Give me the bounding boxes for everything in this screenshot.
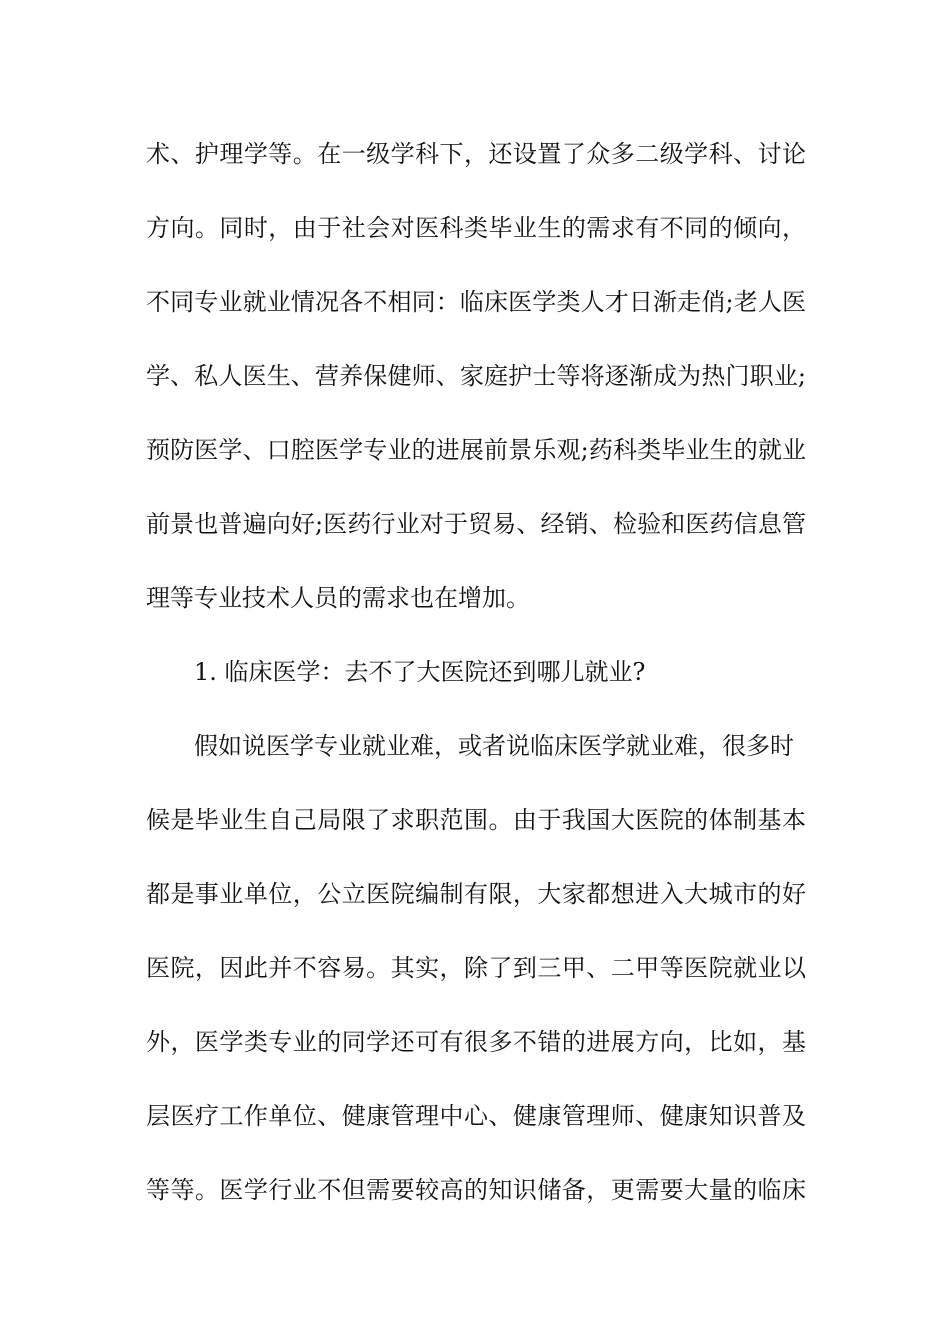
paragraph-line: 术、护理学等。在一级学科下，还设置了众多二级学科、讨论 — [146, 140, 806, 168]
document-body — [146, 117, 806, 1227]
paragraph-line: 方向。同时，由于社会对医科类毕业生的需求有不同的倾向， — [146, 214, 806, 242]
paragraph-line: 层医疗工作单位、健康管理中心、健康管理师、健康知识普及 — [146, 1102, 806, 1130]
paragraph-line: 医院，因此并不容易。其实，除了到三甲、二甲等医院就业以 — [146, 954, 806, 982]
paragraph-line: 前景也普遍向好;医药行业对于贸易、经销、检验和医药信息管 — [146, 510, 806, 538]
paragraph-line: 预防医学、口腔医学专业的进展前景乐观;药科类毕业生的就业 — [146, 436, 806, 464]
paragraph-line: 理等专业技术人员的需求也在增加。 — [146, 584, 530, 612]
paragraph-line: 候是毕业生自己局限了求职范围。由于我国大医院的体制基本 — [146, 806, 806, 834]
paragraph-line: 学、私人医生、营养保健师、家庭护士等将逐渐成为热门职业; — [146, 362, 806, 390]
paragraph-line: 等等。医学行业不但需要较高的知识储备，更需要大量的临床 — [146, 1176, 806, 1204]
paragraph-line: 都是事业单位，公立医院编制有限，大家都想进入大城市的好 — [146, 880, 806, 908]
paragraph-line: 外，医学类专业的同学还可有很多不错的进展方向，比如，基 — [146, 1028, 806, 1056]
section-heading: 1. 临床医学：去不了大医院还到哪儿就业? — [194, 658, 646, 686]
paragraph-line: 不同专业就业情况各不相同：临床医学类人才日渐走俏;老人医 — [146, 288, 806, 316]
paragraph-line: 假如说医学专业就业难，或者说临床医学就业难，很多时 — [194, 732, 794, 760]
